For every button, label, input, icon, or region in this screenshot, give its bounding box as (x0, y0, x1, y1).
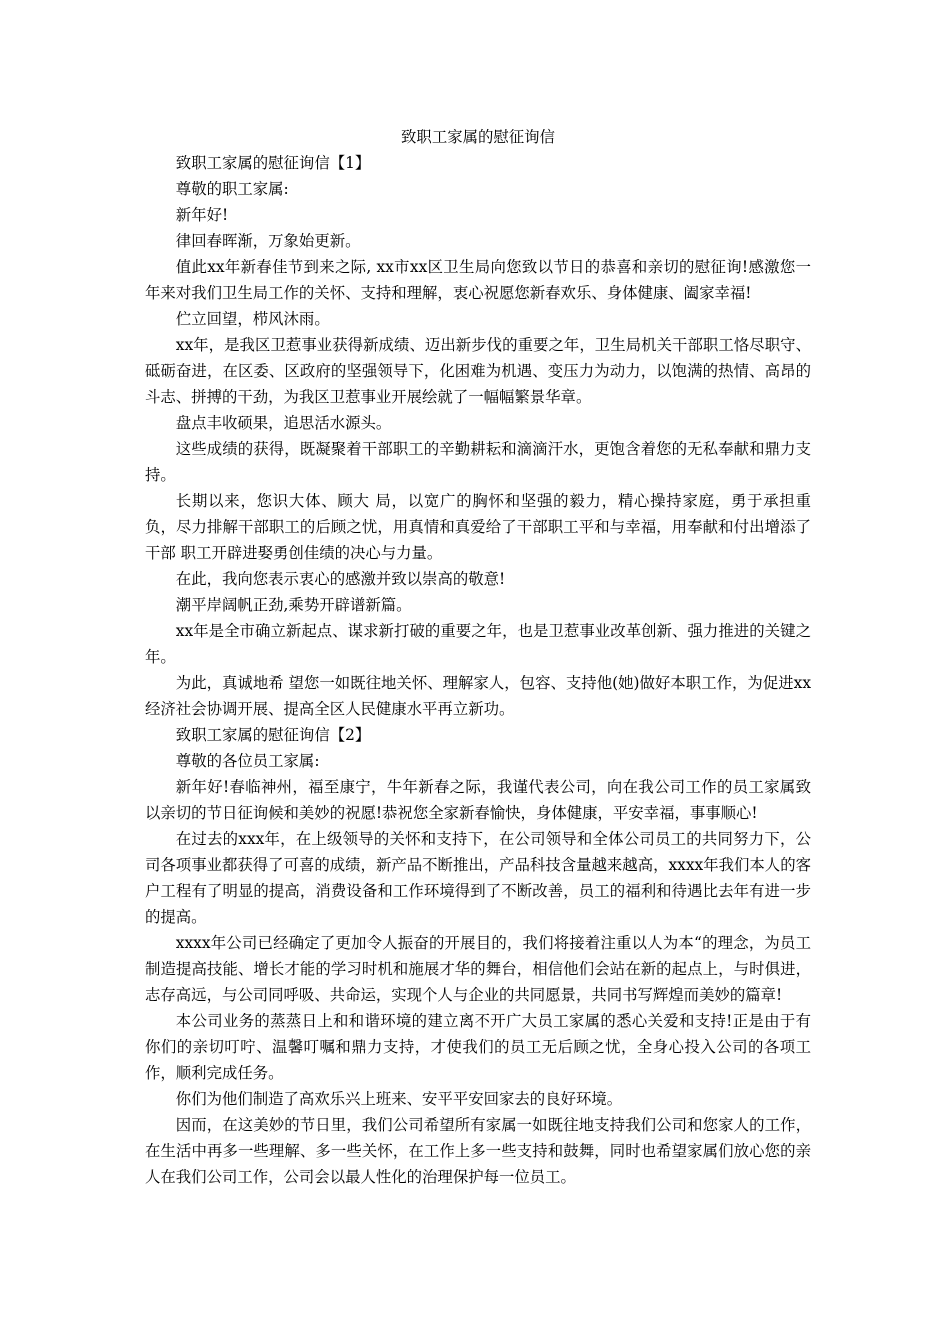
paragraph: 你们为他们制造了高欢乐兴上班来、安平平安回家去的良好环境。 (175, 1090, 623, 1108)
salutation: 尊敬的职工家属: (175, 180, 289, 198)
paragraph: 本公司业务的蒸蒸日上和和谐环境的建立离不开广大员工家属的悉心关爱和支持!正是由于有你们的亲切叮咛、温馨叮嘱和鼎力支持，才使我们的员工无后顾之忧，全身心投入公司的各项工作，顺利完成任务。 (145, 1012, 811, 1082)
document-title: 致职工家属的慰征询信 (401, 128, 555, 146)
paragraph: 盘点丰收硕果，追思活水源头。 (175, 414, 392, 432)
paragraph: 潮平岸阔帆正劲,乘势开辟谱新篇。 (175, 596, 412, 614)
paragraph: 新年好! (175, 206, 229, 224)
paragraph: 为此，真诚地希 望您一如既往地关怀、理解家人，包容、支持他(她)做好本职工作，为促进xx经济社会协调开展、提高全区人民健康水平再立新功。 (145, 674, 811, 718)
paragraph: 新年好!春临神州，福至康宁，牛年新春之际，我谨代表公司，向在我公司工作的员工家属致以亲切的节日征询候和美妙的祝愿!恭祝您全家新春愉快，身体健康，平安幸福，事事顺心! (145, 778, 811, 822)
paragraph: 在此，我向您表示衷心的感激并致以崇高的敬意! (175, 570, 506, 588)
paragraph: xx年是全市确立新起点、谋求新打破的重要之年，也是卫惹事业改革创新、强力推进的关键之年。 (145, 622, 811, 666)
paragraph: 长期以来，您识大体、顾大 局，以宽广的胸怀和坚强的毅力，精心操持家庭，勇于承担重负，尽力排解干部职工的后顾之忧，用真情和真爱给了干部职工平和与幸福，用奉献和付出增添了干部 职工开辟进娶勇创佳绩的决心与力量。 (145, 492, 811, 562)
paragraph: 值此xx年新春佳节到来之际, xx市xx区卫生局向您致以节日的恭喜和亲切的慰征询!感激您一年来对我们卫生局工作的关怀、支持和理解，衷心祝愿您新春欢乐、身体健康、阖家幸福! (145, 258, 811, 302)
paragraph: 律回春晖渐，万象始更新。 (175, 232, 361, 250)
paragraph: xx年，是我区卫惹事业获得新成绩、迈出新步伐的重要之年，卫生局机关干部职工恪尽职守、砥砺奋进，在区委、区政府的坚强领导下，化困难为机遇、变压力为动力，以饱满的热情、高昂的斗志、拼搏的干劲，为我区卫惹事业开展绘就了一幅幅繁景华章。 (145, 336, 811, 406)
letter-1-heading: 致职工家属的慰征询信【1】 (175, 154, 371, 172)
paragraph: xxxx年公司已经确定了更加令人振奋的开展目的，我们将接着注重以人为本“的理念，为员工制造提高技能、增长才能的学习时机和施展才华的舞台，相信他们会站在新的起点上，与时俱进，志存高远，与公司同呼吸、共命运，实现个人与企业的共同愿景，共同书写辉煌而美妙的篇章! (145, 934, 811, 1004)
letter-2-heading: 致职工家属的慰征询信【2】 (175, 726, 371, 744)
paragraph: 这些成绩的获得，既凝聚着干部职工的辛勤耕耘和滴滴汗水，更饱含着您的无私奉献和鼎力支持。 (145, 440, 811, 484)
paragraph: 伫立回望，栉风沐雨。 (175, 310, 330, 328)
paragraph: 在过去的xxx年，在上级领导的关怀和支持下，在公司领导和全体公司员工的共同努力下，公司各项事业都获得了可喜的成绩，新产品不断推出，产品科技含量越来越高，xxxx年我们本人的客户工程有了明显的提高，消费设备和工作环境得到了不断改善，员工的福利和待遇比去年有进一步的提高。 (145, 830, 811, 926)
paragraph: 因而，在这美妙的节日里，我们公司希望所有家属一如既往地支持我们公司和您家人的工作，在生活中再多一些理解、多一些关怀，在工作上多一些支持和鼓舞，同时也希望家属们放心您的亲人在我们公司工作，公司会以最人性化的治理保护每一位员工。 (145, 1116, 811, 1186)
salutation: 尊敬的各位员工家属: (175, 752, 320, 770)
document-body (145, 124, 811, 1190)
